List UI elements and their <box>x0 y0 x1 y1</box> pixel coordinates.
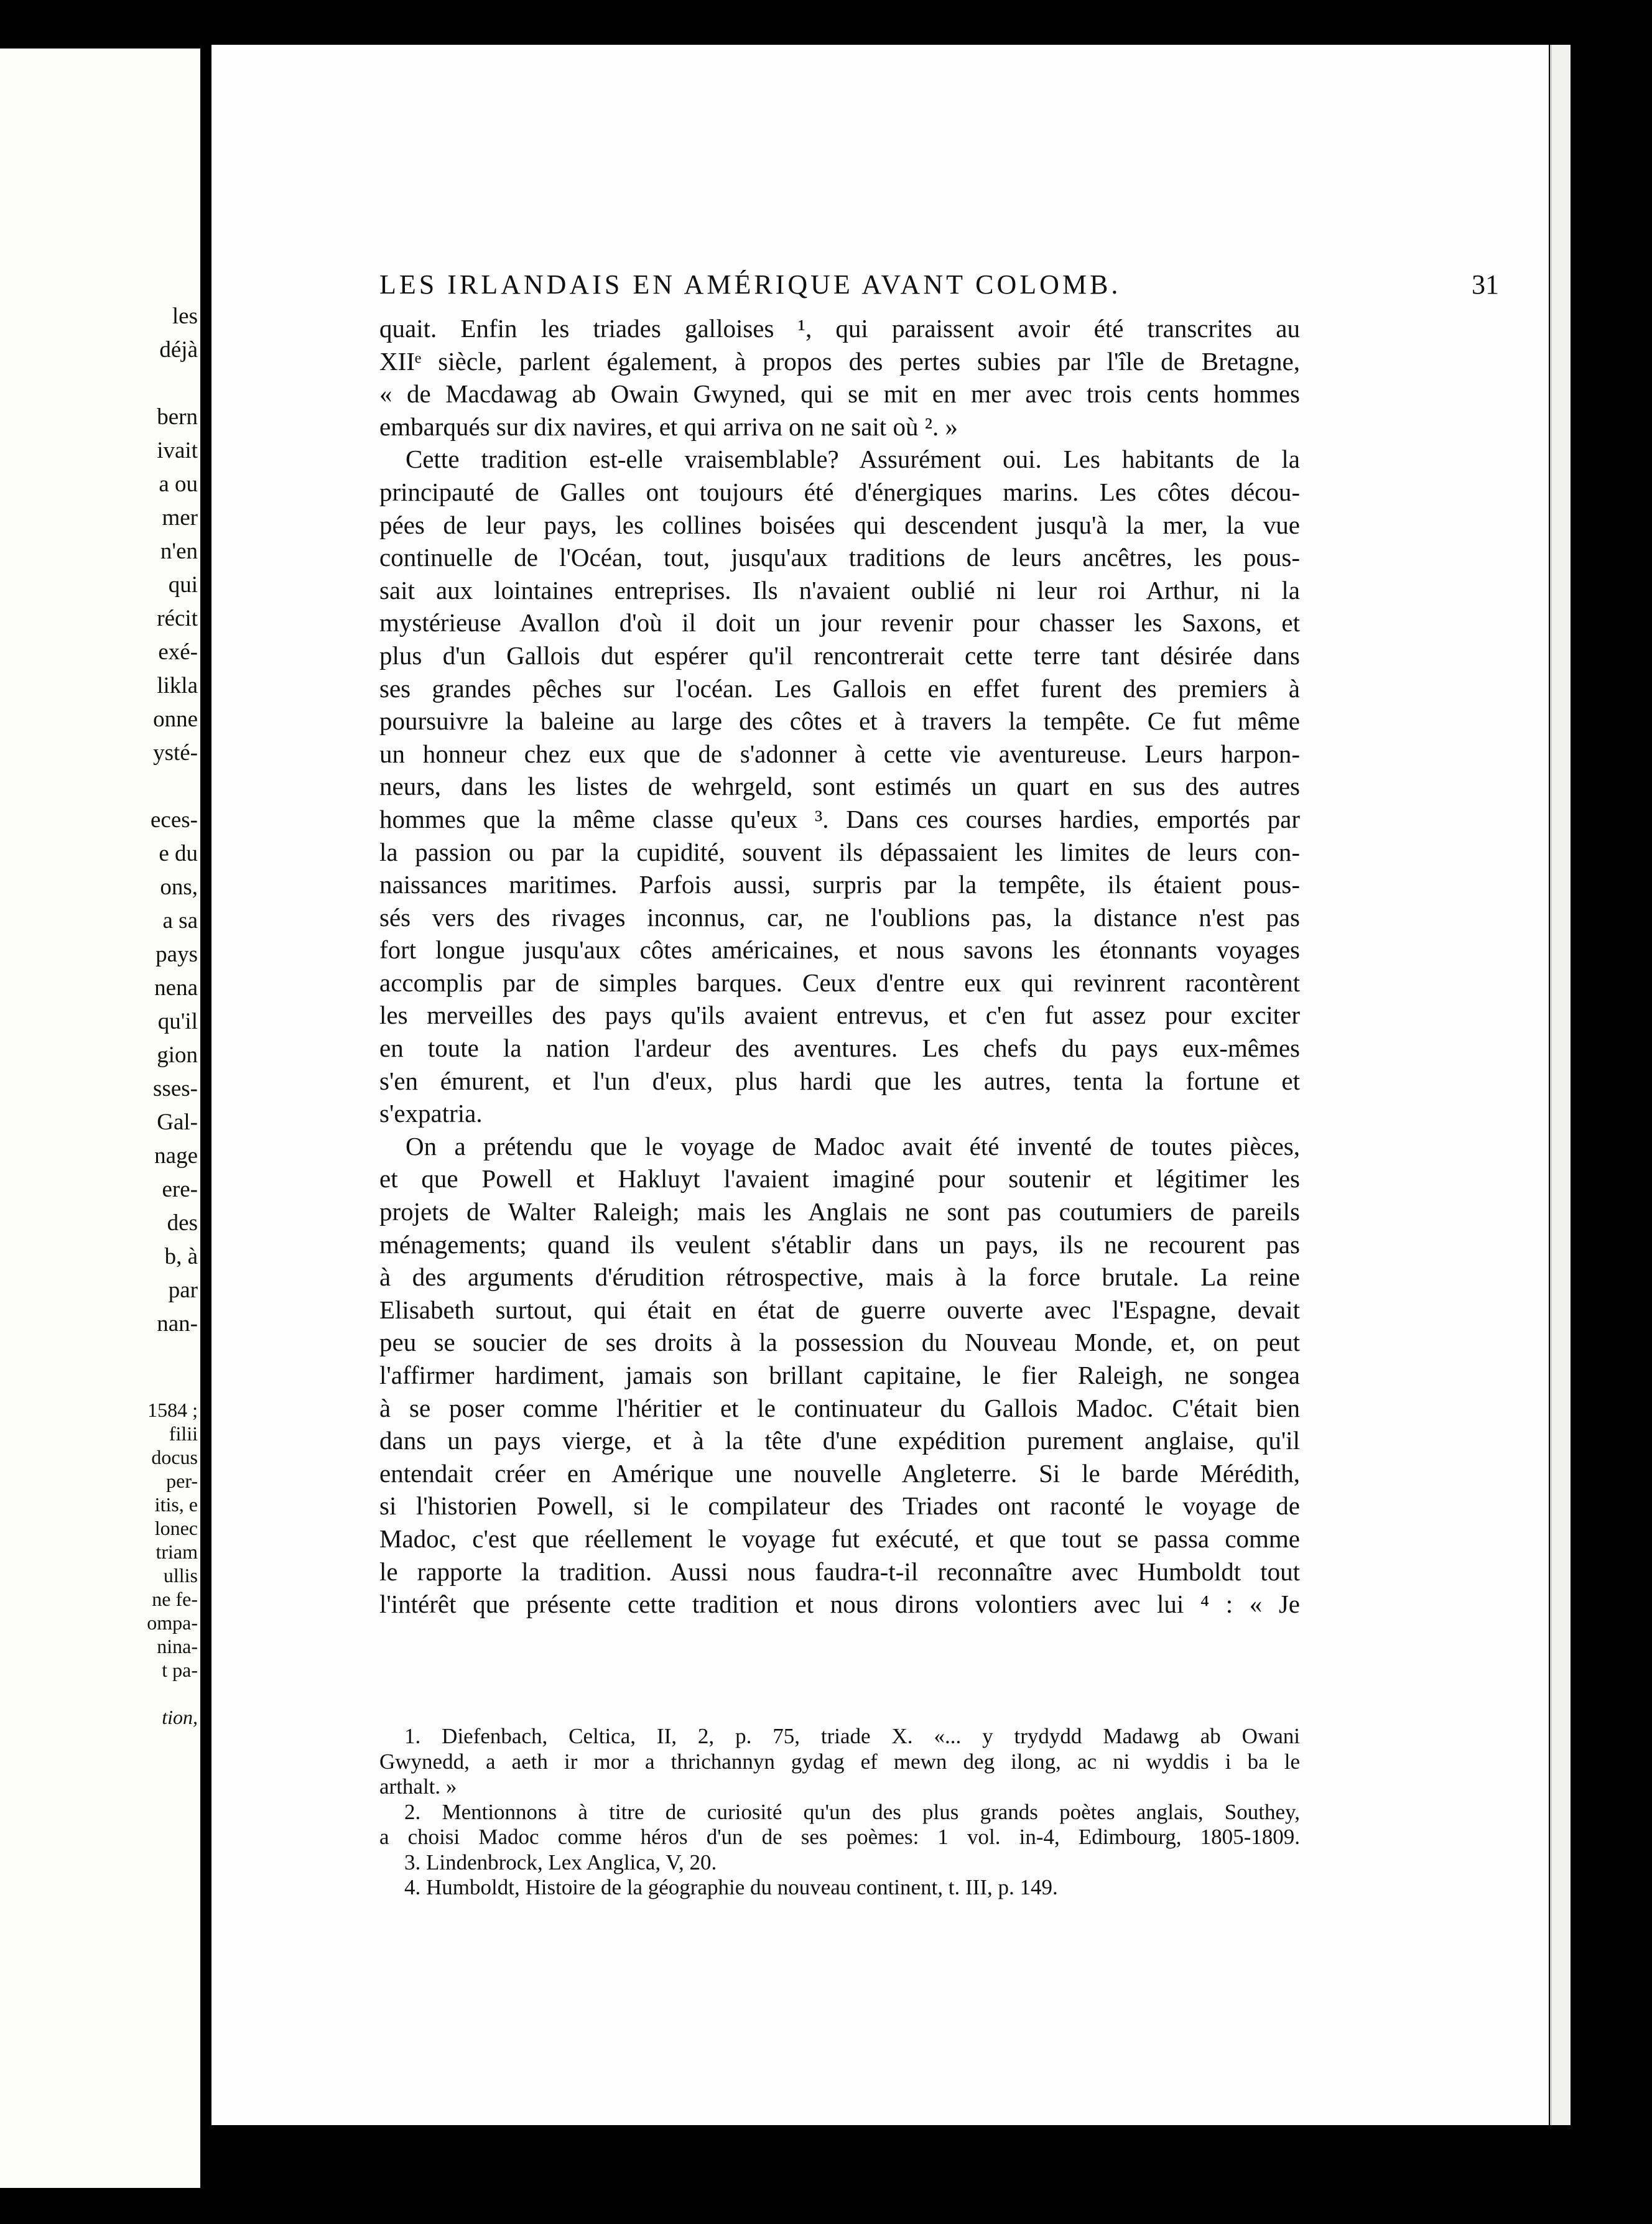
text-line: fort longue jusqu'aux côtes américaines, et nous savons les étonnants voyages <box>379 935 1300 965</box>
text-line: en toute la nation l'ardeur des aventures. Les chefs du pays eux-mêmes <box>379 1034 1300 1063</box>
fragment-note-line: tion, <box>162 1706 198 1728</box>
text-line: Madoc, c'est que réellement le voyage fut exécuté, et que tout se passa comme <box>379 1524 1300 1553</box>
text-line: les merveilles des pays qu'ils avaient entrevus, et c'en fut assez pour exciter <box>379 1001 1300 1030</box>
fragment-note-line: itis, e <box>154 1493 198 1516</box>
fragment-line: e du <box>159 841 198 866</box>
fragment-line: gion <box>157 1042 198 1068</box>
footnote-line: 3. Lindenbrock, Lex Anglica, V, 20. <box>404 1850 717 1874</box>
text-line: sait aux lointaines entreprises. Ils n'avaient oublié ni leur roi Arthur, ni la <box>379 575 1300 605</box>
footnotes <box>379 1724 1300 1901</box>
text-line: à se poser comme l'héritier et le continuateur du Gallois Madoc. C'était bien <box>379 1393 1300 1422</box>
text-line: dans un pays vierge, et à la tête d'une expédition purement anglaise, qu'il <box>379 1426 1300 1455</box>
text-line: sés vers des rivages inconnus, car, ne l'oublions pas, la distance n'est pas <box>379 902 1300 932</box>
fragment-line: mer <box>162 505 198 531</box>
footnote-line: 4. Humboldt, Histoire de la géographie du nouveau continent, t. III, p. 149. <box>404 1875 1058 1899</box>
fragment-line: n'en <box>160 539 198 564</box>
fragment-note-line: ne fe- <box>152 1588 198 1610</box>
fragment-line: par <box>168 1277 198 1303</box>
previous-page-fragment <box>0 49 200 2188</box>
text-line: à des arguments d'érudition rétrospective, mais à la force brutale. La reine <box>379 1263 1300 1292</box>
text-line: XIIᵉ siècle, parlent également, à propos des pertes subies par l'île de Bretagne, <box>379 346 1300 376</box>
fragment-line: likla <box>157 673 198 698</box>
fragment-line: ysté- <box>153 740 198 766</box>
fragment-note-line: t pa- <box>162 1659 198 1681</box>
text-line: peu se soucier de ses droits à la possession du Nouveau Monde, et, on peut <box>379 1328 1300 1357</box>
fragment-note-line: ompa- <box>147 1611 198 1634</box>
fragment-line: déjà <box>159 337 198 363</box>
previous-page-text-column <box>0 300 200 1341</box>
text-line: quait. Enfin les triades galloises ¹, qui paraissent avoir été transcrites au <box>379 314 1300 343</box>
fragment-note-line <box>0 1682 200 1705</box>
running-header <box>379 269 1499 306</box>
text-line: plus d'un Gallois dut espérer qu'il rencontrerait cette terre tant désirée dans <box>379 641 1300 670</box>
fragment-line: ivait <box>157 438 198 463</box>
running-title: LES IRLANDAIS EN AMÉRIQUE AVANT COLOMB. <box>379 269 1121 300</box>
fragment-line: nan- <box>157 1311 198 1337</box>
text-line: l'affirmer hardiment, jamais son brillant capitaine, le fier Raleigh, ne songea <box>379 1361 1300 1389</box>
text-line: poursuivre la baleine au large des côtes et à travers la tempête. Ce fut même <box>379 707 1300 736</box>
fragment-line: ere- <box>162 1177 198 1202</box>
text-line: entendait créer en Amérique une nouvelle Angleterre. Si le barde Mérédith, <box>379 1458 1300 1488</box>
fragment-line: b, à <box>164 1244 198 1269</box>
text-line: naissances maritimes. Parfois aussi, surpris par la tempête, ils étaient pous- <box>379 870 1300 899</box>
text-line: s'expatria. <box>379 1099 483 1128</box>
text-line: l'intérêt que présente cette tradition et nous dirons volontiers avec lui ⁴ : « Je <box>379 1590 1300 1619</box>
fragment-line: nena <box>154 975 198 1001</box>
footnote-line: Gwynedd, a aeth ir mor a thrichannyn gydag ef mewn deg ilong, ac ni wyddis i ba le <box>379 1749 1300 1774</box>
fragment-note-line: per- <box>166 1470 198 1492</box>
fragment-line: pays <box>155 942 198 967</box>
fragment-line: nage <box>154 1143 198 1169</box>
fragment-line: exé- <box>158 639 198 665</box>
text-line: Cette tradition est-elle vraisemblable? Assurément oui. Les habitants de la <box>406 445 1300 474</box>
page-edge <box>1550 45 1571 2125</box>
footnote-line: 2. Mentionnons à titre de curiosité qu'un des plus grands poètes anglais, Southey, <box>404 1799 1300 1824</box>
fragment-line: des <box>167 1210 198 1236</box>
fragment-line: a ou <box>159 471 198 497</box>
fragment-line: qui <box>168 572 198 598</box>
text-line: continuelle de l'Océan, tout, jusqu'aux traditions de leurs ancêtres, les pous- <box>379 543 1300 572</box>
text-line: accomplis par de simples barques. Ceux d'entre eux qui revinrent racontèrent <box>379 968 1300 997</box>
text-line: projets de Walter Raleigh; mais les Anglais ne sont pas coutumiers de pareils <box>379 1197 1300 1226</box>
text-line: On a prétendu que le voyage de Madoc avait été inventé de toutes pièces, <box>406 1131 1300 1161</box>
text-line: si l'historien Powell, si le compilateur des Triades ont raconté le voyage de <box>379 1491 1300 1521</box>
fragment-line: bern <box>157 404 198 430</box>
fragment-line <box>0 770 200 804</box>
text-line: « de Macdawag ab Owain Gwyned, qui se mit en mer avec trois cents hommes <box>379 379 1300 409</box>
text-line: un honneur chez eux que de s'adonner à cette vie aventureuse. Leurs harpon- <box>379 739 1300 768</box>
fragment-note-line: triam <box>155 1541 198 1563</box>
fragment-line: ons, <box>160 874 198 900</box>
book-page <box>211 45 1549 2125</box>
text-line: Elisabeth surtout, qui était en état de guerre ouverte avec l'Espagne, devait <box>379 1295 1300 1324</box>
body-text <box>379 312 1300 1621</box>
text-line: neurs, dans les listes de wehrgeld, sont estimés un quart en sus des autres <box>379 772 1300 801</box>
fragment-note-line: filii <box>169 1422 198 1445</box>
fragment-note-line: ullis <box>163 1564 198 1587</box>
footnote-line: a choisi Madoc comme héros d'un de ses poèmes: 1 vol. in-4, Edimbourg, 1805-1809. <box>379 1825 1300 1849</box>
fragment-note-line: docus <box>151 1446 198 1468</box>
text-line: le rapporte la tradition. Aussi nous faudra-t-il reconnaître avec Humboldt tout <box>379 1557 1300 1586</box>
text-line: ses grandes pêches sur l'océan. Les Gallois en effet furent des premiers à <box>379 674 1300 703</box>
text-line: hommes que la même classe qu'eux ³. Dans ces courses hardies, emportés par <box>379 804 1300 833</box>
fragment-note-line: nina- <box>157 1635 198 1657</box>
text-line: mystérieuse Avallon d'où il doit un jour revenir pour chasser les Saxons, et <box>379 608 1300 637</box>
fragment-line: Gal- <box>157 1110 198 1135</box>
text-line: la passion ou par la cupidité, souvent ils dépassaient les limites de leurs con- <box>379 837 1300 866</box>
fragment-line: a sa <box>162 908 198 934</box>
page-number: 31 <box>1472 269 1499 300</box>
text-line: et que Powell et Hakluyt l'avaient imaginé pour soutenir et légitimer les <box>379 1164 1300 1193</box>
previous-page-notes-column <box>0 1398 200 1729</box>
footnote-line: arthalt. » <box>379 1774 457 1799</box>
text-line: embarqués sur dix navires, et qui arriva on ne sait où ². » <box>379 412 958 441</box>
text-line: principauté de Galles ont toujours été d'énergiques marins. Les côtes décou- <box>379 477 1300 506</box>
fragment-line: eces- <box>151 807 198 833</box>
fragment-note-line: 1584 ; <box>147 1399 198 1421</box>
fragment-line: les <box>172 303 198 329</box>
text-line: ménagements; quand ils veulent s'établir dans un pays, ils ne recourent pas <box>379 1230 1300 1259</box>
fragment-line: onne <box>153 707 198 732</box>
footnote-line: 1. Diefenbach, Celtica, II, 2, p. 75, triade X. «... y trydydd Madawg ab Owani <box>404 1724 1300 1748</box>
fragment-line: sses- <box>153 1076 198 1101</box>
fragment-line: qu'il <box>157 1009 198 1034</box>
fragment-line: récit <box>157 606 198 631</box>
fragment-line <box>0 367 200 401</box>
text-line: pées de leur pays, les collines boisées qui descendent jusqu'à la mer, la vue <box>379 510 1300 539</box>
fragment-note-line: lonec <box>154 1517 198 1539</box>
text-line: s'en émurent, et l'un d'eux, plus hardi que les autres, tenta la fortune et <box>379 1066 1300 1095</box>
